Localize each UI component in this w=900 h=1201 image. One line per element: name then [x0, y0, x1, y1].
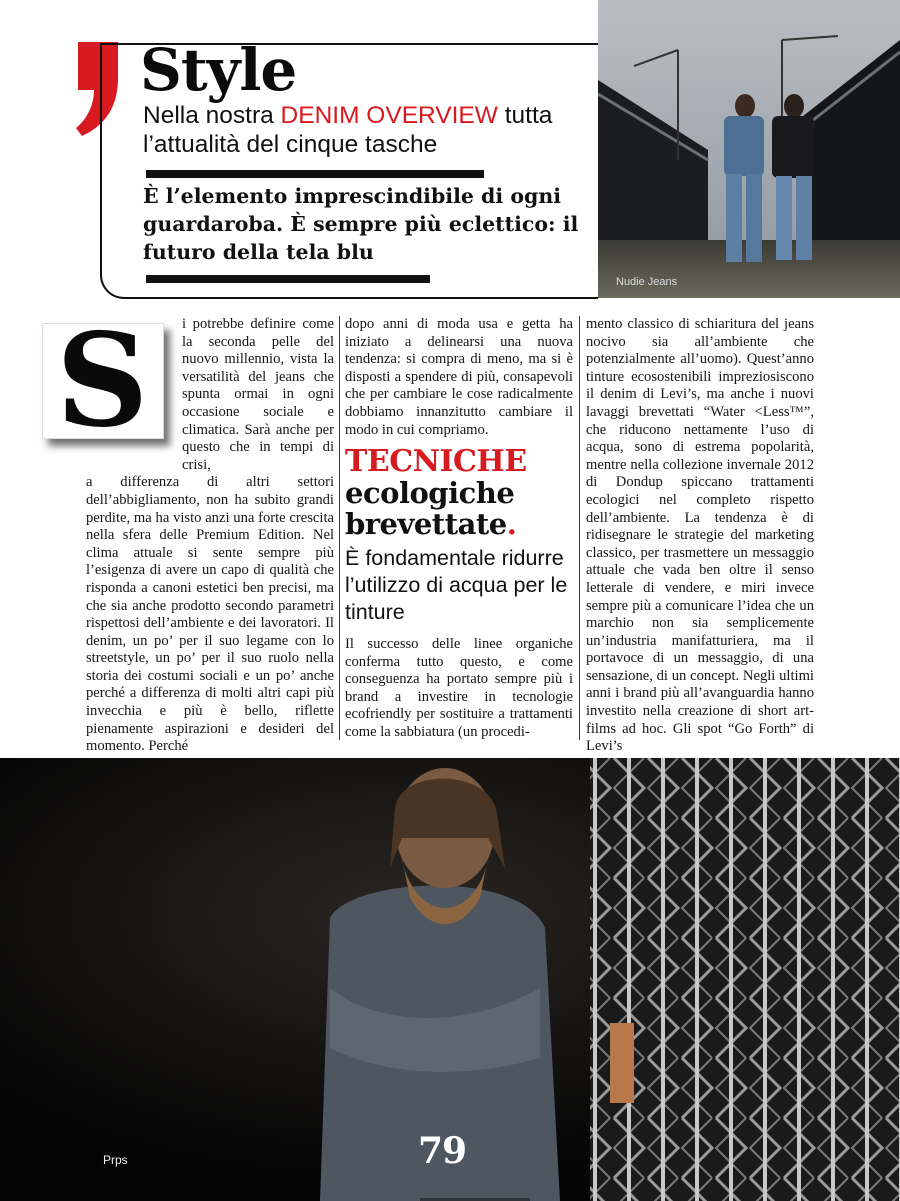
top-photo	[598, 0, 900, 298]
column-2-top: dopo anni di moda usa e getta ha iniziato a delinearsi una nuova tendenza: si compra di meno, ma si è disposti a spendere di più, consapevoli che per cambiare le cose radicalmente dobbiamo innanzitutto cambiare il modo in cui compriamo.	[345, 316, 573, 438]
dropcap: S	[56, 306, 149, 456]
section-title: Style	[140, 36, 297, 104]
page-number: 79	[418, 1130, 467, 1172]
subheading-deck: È fondamentale ridurre l’utilizzo di acqua per le tinture	[345, 546, 568, 624]
column-2-bottom: Il successo delle linee organiche conferma tutto questo, e come conseguenza ha portato sempre più i brand a investire in tecnologie ecofriendly per sostituire a trattamenti come la sabbiatura (un procedi-	[345, 636, 573, 740]
divider-bar	[146, 275, 430, 283]
subtitle-accent: DENIM OVERVIEW	[280, 102, 498, 129]
subheading-red: TECNICHE	[345, 444, 527, 479]
column-1-intro: i potrebbe definire come la seconda pelle del nuovo millennio, vista la versatilità del jeans che spunta ormai in ogni occasione sociale e climatica. Sarà anche per questo che in tempi di crisi,	[182, 316, 334, 473]
subheading-line-1: ecologiche	[345, 476, 515, 510]
photo-credit-top: Nudie Jeans	[616, 276, 678, 288]
subheading-dot: .	[506, 507, 517, 541]
subheading	[345, 446, 575, 626]
article-column-3	[586, 316, 814, 756]
article-column-2-bottom	[345, 636, 573, 742]
divider-bar	[146, 170, 484, 178]
subtitle: Nella nostra DENIM OVERVIEW tutta l’attualità del cinque tasche	[143, 102, 553, 158]
column-3-text: mento classico di schiaritura del jeans nocivo sia all’ambiente che potenzialmente all’uomo). Quest’anno tinture ecosostenibili impreziosiscono il denim di Levi’s, ma anche i nuovi lavaggi brevettati “Water <Less™”, che riducono nettamente l’uso di acqua, sono di estrema popolarità, mentre nella collezione invernale 2012 di Dondup spiccano trattamenti ecologici nel completo rispetto dell’ambiente. La tendenza è di ridisegnare le strategie del marketing classico, per trasmettere un messaggio attuale che vada ben oltre il senso letterale di vendere, e miri invece sempre più a comunicare l’idea che un marchio non sia semplicemente un’industria manifatturiera, ma il portavoce di un messaggio, di una sensazione, di un concept. Negli ultimi anni i brand più all’avanguardia hanno investito nella creazione di short art-films ad hoc. Gli spot “Go Forth” di Levi’s	[586, 316, 814, 755]
article-column-2	[345, 316, 573, 439]
column-divider	[579, 316, 580, 740]
subheading-line-2: brevettate.	[345, 507, 517, 541]
column-divider	[339, 316, 340, 740]
lead-paragraph: È l’elemento imprescindibile di ogni guardaroba. È sempre più eclettico: il futuro della tela blu	[143, 184, 579, 264]
photo-credit-bottom: Prps	[103, 1153, 128, 1167]
article-column-1	[86, 316, 334, 756]
column-1-body: a differenza di altri settori dell’abbigliamento, non ha subito grandi perdite, ma ha visto anzi una forte crescita nella sfera delle Premium Edition. Nel clima attuale si sente sempre più l’esigenza di avere un capo di qualità che risponda a canoni estetici ben precisi, ma che sia anche prodotto secondo parametri rispettosi dell’ambiente e dei lavoratori. Il denim, un po’ per il suo legame con lo streetstyle, un po’ per il suo ruolo nella storia dei costumi sociali e un po’ anche perché a differenza di molti altri capi più invecchia e più è bello, riflette pienamente aspirazioni e desideri del momento. Perché	[86, 474, 334, 755]
